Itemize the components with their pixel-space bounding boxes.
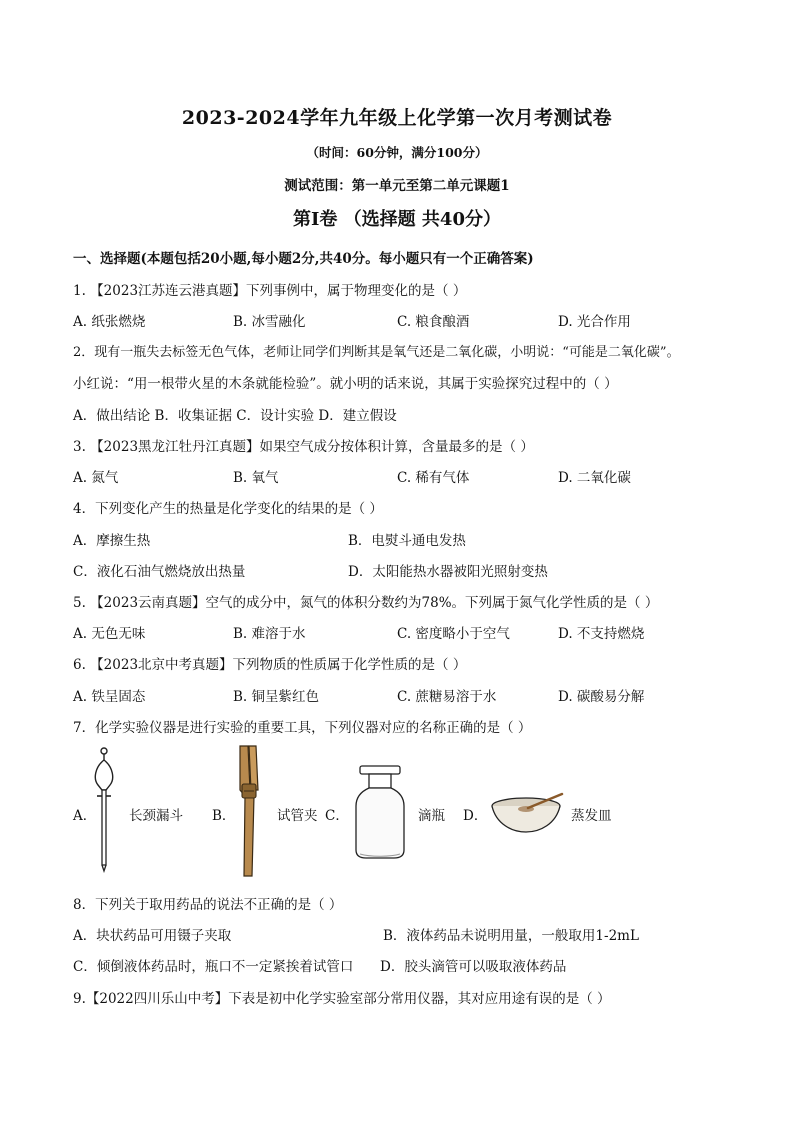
question-3-stem: 3. 【2023黑龙江牡丹江真题】如果空气成分按体积计算，含量最多的是（ ）	[73, 439, 534, 455]
question-7-stem: 7．化学实验仪器是进行实验的重要工具，下列仪器对应的名称正确的是（ ）	[73, 720, 532, 736]
section-heading: 一、选择题(本题包括20小题,每小题2分,共40分。每小题只有一个正确答案)	[73, 251, 534, 267]
question-4-option-c: C．液化石油气燃烧放出热量	[73, 564, 246, 580]
question-3-option-b: B. 氧气	[233, 470, 279, 486]
question-6-option-d: D. 碳酸易分解	[558, 689, 645, 705]
exam-time-info: （时间：60分钟，满分100分）	[306, 145, 488, 160]
question-8-option-a: A．块状药品可用镊子夹取	[73, 928, 232, 944]
question-5-stem: 5. 【2023云南真题】空气的成分中，氮气的体积分数约为78%。下列属于氮气化学性质的是（ ）	[73, 595, 659, 611]
question-6-stem: 6. 【2023北京中考真题】下列物质的性质属于化学性质的是（ ）	[73, 657, 467, 673]
question-2-stem-line2: 小红说：“用一根带火星的木条就能检验”。就小明的话来说，其属于实验探究过程中的（ ）	[73, 376, 618, 392]
question-1-option-b: B. 冰雪融化	[233, 314, 306, 330]
question-7-letter-b: B．	[212, 808, 236, 824]
question-1-stem: 1. 【2023江苏连云港真题】下列事例中，属于物理变化的是（ ）	[73, 283, 467, 299]
question-1-option-d: D. 光合作用	[558, 314, 631, 330]
question-7-name-d: 蒸发皿	[571, 808, 612, 824]
question-6-option-b: B. 铜呈紫红色	[233, 689, 320, 705]
question-4-option-b: B．电熨斗通电发热	[348, 533, 466, 549]
question-5-option-b: B. 难溶于水	[233, 626, 306, 642]
question-7-name-a: 长颈漏斗	[129, 808, 183, 824]
question-7-letter-d: D．	[463, 808, 488, 824]
question-5-option-d: D. 不支持燃烧	[558, 626, 645, 642]
question-5-option-c: C. 密度略小于空气	[397, 626, 510, 642]
exam-title: 2023-2024学年九年级上化学第一次月考测试卷	[181, 107, 613, 129]
question-4-stem: 4．下列变化产生的热量是化学变化的结果的是（ ）	[73, 501, 383, 517]
question-3-option-a: A. 氮气	[73, 470, 119, 486]
question-4-option-d: D．太阳能热水器被阳光照射变热	[348, 564, 548, 580]
funnel-apparatus-icon	[90, 745, 120, 873]
evaporating-dish-icon	[488, 792, 568, 834]
question-7-letter-c: C．	[325, 808, 349, 824]
question-8-stem: 8．下列关于取用药品的说法不正确的是（ ）	[73, 897, 343, 913]
question-3-option-d: D. 二氧化碳	[558, 470, 631, 486]
question-3-option-c: C. 稀有气体	[397, 470, 470, 486]
volume-heading: 第Ⅰ卷 （选择题 共40分）	[292, 209, 501, 230]
question-7-letter-a: A．	[73, 808, 97, 824]
question-8-option-d: D．胶头滴管可以吸取液体药品	[380, 959, 567, 975]
question-4-option-a: A．摩擦生热	[73, 533, 151, 549]
question-8-option-c: C．倾倒液体药品时，瓶口不一定紧挨着试管口	[73, 959, 354, 975]
question-8-option-b: B．液体药品未说明用量，一般取用1-2mL	[383, 928, 639, 944]
reagent-bottle-icon	[350, 764, 410, 860]
question-7-name-c: 滴瓶	[418, 808, 445, 824]
question-1-option-c: C. 粮食酿酒	[397, 314, 470, 330]
question-5-option-a: A. 无色无味	[73, 626, 146, 642]
question-2-options: A．做出结论 B．收集证据 C．设计实验 D．建立假设	[73, 408, 397, 424]
question-6-option-a: A. 铁呈固态	[73, 689, 146, 705]
question-1-option-a: A. 纸张燃烧	[73, 314, 146, 330]
question-9-stem: 9.【2022四川乐山中考】下表是初中化学实验室部分常用仪器，其对应用途有误的是（ ）	[73, 991, 611, 1007]
exam-scope: 测试范围：第一单元至第二单元课题1	[284, 178, 510, 194]
test-tube-holder-icon	[236, 744, 266, 878]
question-6-option-c: C. 蔗糖易溶于水	[397, 689, 497, 705]
question-7-name-b: 试管夹	[277, 808, 318, 824]
question-2-stem-line1: 2．现有一瓶失去标签无色气体，老师让同学们判断其是氧气还是二氧化碳，小明说：“可能是二氧化碳”。	[73, 345, 680, 360]
